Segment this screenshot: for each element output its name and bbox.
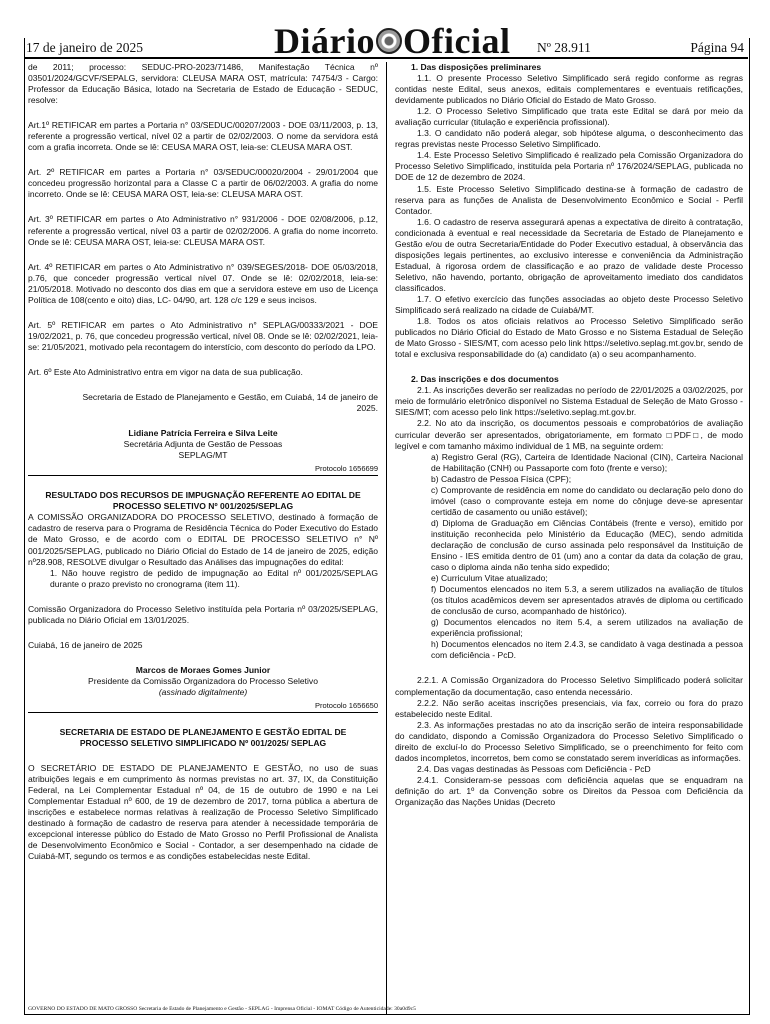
paragraph: 2.3. As informações prestadas no ato da inscrição serão de inteira responsabilidade do candidato, dispondo a Comissão Organizadora do Processo Seletivo Simplificado o direito de excluí-lo do Processo Seletivo Simplificado, se o preenchimento for feito com dados incompletos, incorretos, bem como se constatado serem inverídicas as informações. <box>395 719 743 763</box>
article-4: Art. 4º RETIFICAR em partes o Ato Administrativo n° 039/SEGES/2018- DOE 05/03/2018, p.76, que conceder progressão vertical nível 07. Onde se lê: 02/02/2018, leia-se: 21/05/2018. Motivado no desconto dos dias em que a servidora esteve em uso de Licença Política de 108(cento e oito) dias, LC- 04/90, art. 128 c/c 129 e seus incisos. <box>28 261 378 305</box>
article-3: Art. 3º RETIFICAR em partes o Ato Administrativo n° 931/2006 - DOE 02/08/2006, p.12, referente a progressão vertical, nível 03 a partir de 02/02/2006. A grafia do nome incorreto. Onde se lê: CEUSA MARA OST, leia-se: CLEUSA MARA OST. <box>28 214 378 247</box>
paragraph: 1.4. Este Processo Seletivo Simplificado é realizado pela Comissão Organizadora do Processo Seletivo Simplificado, instituída pela Portaria nº 176/2024/SEPLAG, publicada no DOE de 12 de dezembro de 2024. <box>395 150 743 183</box>
paragraph: 1.1. O presente Processo Seletivo Simplificado será regido conforme as regras contidas neste Edital, seus anexos, editais complementares e eventuais retificações, devidamente publicados no Diário Oficial do Estado de Mato Grosso. <box>395 73 743 106</box>
list-item: c) Comprovante de residência em nome do candidato ou declaração pelo dono do imóvel (caso o comprovante esteja em nome do cônjuge deve-se apresentar certidão de casamento ou união estável); <box>431 484 743 517</box>
list-item: e) Curriculum Vitae atualizado; <box>431 573 548 584</box>
paragraph: 1.8. Todos os atos oficiais relativos ao Processo Seletivo Simplificado serão publicados no Diário Oficial do Estado de Mato Grosso e no Sistema Estadual de Seleção de Mato Grosso - SIES/MT, com acesso pelo link https://seletivo.seplag.mt.gov.br, sendo de total e exclusiva responsabilidade do (a) candidato (a) o seu acompanhamento. <box>395 316 743 360</box>
issue-date: 17 de janeiro de 2025 <box>26 40 143 55</box>
paragraph: 2.4.1. Consideram-se pessoas com deficiência aquelas que se enquadram na definição do art. 1º da Convenção sobre os Direitos da Pessoa com Deficiência da Organização das Nações Unidas (Decreto <box>395 774 743 807</box>
signature-note: (assinado digitalmente) <box>158 686 248 697</box>
paragraph: de 2011; processo: SEDUC-PRO-2023/71486, Manifestação Técnica nº 03501/2024/GCVF/SEPALG, servidora: CLEUSA MARA OST, matrícula: 74754/3 - Cargo: Professor da Educação Básica, lotado na Secretaria de Estado de Educação - SEDUC, resolve: <box>28 62 378 106</box>
paragraph: 1.7. O efetivo exercício das funções associadas ao objeto deste Processo Seletivo Simplificado será realizado na cidade de Cuiabá/MT. <box>395 293 743 316</box>
signatory-name: Lidiane Patrícia Ferreira e Silva Leite <box>128 428 278 439</box>
protocol-number: Protocolo 1656699 <box>28 463 378 476</box>
section-title: RESULTADO DOS RECURSOS DE IMPUGNAÇÃO REFERENTE AO EDITAL DE PROCESSO SELETIVO Nº 001/2025/SEPLAG <box>45 490 361 512</box>
paragraph: 2.1. As inscrições deverão ser realizadas no período de 22/01/2025 a 03/02/2025, por meio de formulário eletrônico disponível no Sistema Estadual de Seleção de Mato Grosso - SIES/MT; com acesso pelo link https://seletivo.seplag.mt.gov.br. <box>395 385 743 418</box>
section-title: SECRETARIA DE ESTADO DE PLANEJAMENTO E GESTÃO EDITAL DE PROCESSO SELETIVO SIMPLIFICADO Nº 001/2025/ SEPLAG <box>59 727 347 749</box>
signatory-role: Presidente da Comissão Organizadora do Processo Seletivo <box>88 675 318 686</box>
list-item: f) Documentos elencados no item 5.3, a serem utilizados na avaliação de títulos (os títulos acadêmicos devem ser apresentados através de diploma ou certificado de conclusão de curso, acompanhado de histórico). <box>431 584 743 617</box>
article-1: Art.1º RETIFICAR em partes a Portaria n° 03/SEDUC/00207/2003 - DOE 03/11/2003, p. 13, referente a progressão vertical, nível 02 a partir de 02/02/2003. O nome da servidora está com a grafia incorreta. Onde se lê: CEUSA MARA OST, leia-se: CLEUSA MARA OST. <box>28 120 378 153</box>
list-item: b) Cadastro de Pessoa Física (CPF); <box>431 473 572 484</box>
protocol-number: Protocolo 1656650 <box>28 700 378 713</box>
paragraph: 1.2. O Processo Seletivo Simplificado que trata este Edital se dará por meio da avaliação curricular (titulação e experiência profissional). <box>395 106 743 128</box>
state-seal-icon <box>376 28 402 54</box>
paragraph: 2.2.2. Não serão aceitas inscrições presenciais, via fax, correio ou fora do prazo estabelecido neste Edital. <box>395 697 743 719</box>
masthead-title-part1: Diário <box>274 21 375 61</box>
column-divider <box>386 62 387 1014</box>
place-date: Secretaria de Estado de Planejamento e Gestão, em Cuiabá, 14 de janeiro de 2025. <box>82 391 378 414</box>
list-item: g) Documentos elencados no item 5.4, a serem utilizados na avaliação de experiência profissional; <box>431 617 743 639</box>
signatory-org: SEPLAG/MT <box>178 450 228 461</box>
masthead <box>24 21 748 61</box>
page-footer: GOVERNO DO ESTADO DE MATO GROSSO Secretaria de Estado de Planejamento e Gestão - SEPLAG - Imprensa Oficial - IOMAT Código de Autenticidade: 30a0d9c5 <box>28 1006 416 1012</box>
paragraph: 1.6. O cadastro de reserva assegurará apenas a expectativa de direito à contratação, condicionada à eventual e real necessidade da Secretaria de Estado de Planejamento e Gestão e/ou de outra Secretaria/Entidade do Poder Executivo estadual, à observância das disposições legais pertinentes, ao exclusivo interesse e conveniência da Administração Estadual, à rigorosa ordem de classificação e ao prazo de validade deste Processo Seletivo, não havendo, portanto, obrigação de aproveitamento imediato dos candidatos classificados. <box>395 216 743 293</box>
list-item: 1. Não houve registro de pedido de impugnação ao Edital nº 001/2025/SEPLAG durante o prazo previsto no cronograma (item 11). <box>50 567 378 589</box>
paragraph: 2.2. No ato da inscrição, os documentos pessoais e comprobatórios de avaliação curricular deverão ser apresentados, obrigatoriamente, em formato □PDF□, de modo legível e com tamanho máximo individual de 1 MB, na seguinte ordem: <box>395 418 743 451</box>
section-heading: 1. Das disposições preliminares <box>411 62 542 72</box>
signatory-name: Marcos de Moraes Gomes Junior <box>135 664 271 675</box>
paragraph: 2.4. Das vagas destinadas às Pessoas com Deficiência - PcD <box>417 763 651 774</box>
paragraph: Cuiabá, 16 de janeiro de 2025 <box>28 639 143 650</box>
page-number: Página 94 <box>690 40 744 55</box>
article-6: Art. 6º Este Ato Administrativo entra em vigor na data de sua publicação. <box>28 366 303 377</box>
list-item: a) Registro Geral (RG), Carteira de Identidade Nacional (CIN), Carteira Nacional de Habilitação (CNH) ou Passaporte com foto (frente e verso); <box>431 451 743 473</box>
article-2: Art. 2º RETIFICAR em partes a Portaria n° 03/SEDUC/00020/2004 - 29/01/2004 que concedeu progressão horizontal para a Classe C a partir de 06/02/2003. A grafia do nome incorreto. Onde se lê: CEUSA MARA OST, leia-se: CLEUSA MARA OST. <box>28 167 378 200</box>
paragraph: O SECRETÁRIO DE ESTADO DE PLANEJAMENTO E GESTÃO, no uso de suas atribuições legais e em cumprimento às normas previstas no art. 37, IX, da Constituição Federal, na Lei Complementar Estadual nº 04, de 15 de outubro de 1990 e na Lei Complementar Estadual nº 600, de 19 de dezembro de 2017, torna pública a abertura de inscrições e estabelece normas relativas à realização de Processo Seletivo Simplificado destinado à formação de cadastro de reserva para atender à necessidade temporária de excepcional interesse público do Estado de Mato Grosso no Perfil Profissional de Analista de Desenvolvimento Econômico e Social - Contador, a ser desempenhado na cidade de Cuiabá-MT, segundo os termos e as condições estabelecidas neste Edital. <box>28 763 378 862</box>
list-item: d) Diploma de Graduação em Ciências Contábeis (frente e verso), emitido por instituição reconhecida pelo Ministério da Educação (MEC), sendo admitida declaração de conclusão de curso assinada pelo responsável da Instituição de Ensino - IES emitida dentro de 01 (um) ano a contar da data da colação de grau, caso o diploma ainda não tenha sido expedido; <box>431 517 743 573</box>
left-column <box>28 62 378 863</box>
paragraph: A COMISSÃO ORGANIZADORA DO PROCESSO SELETIVO, destinado à formação de cadastro de reserva para o Programa de Residência Técnica do Poder Executivo do Estado de Mato Grosso, e de acordo com o EDITAL DE PROCESSO SELETIVO n° Nº 001/2025/SEPLAG, publicado no Diário Oficial do Estado de 14 de janeiro de 2025, edição nº28.908, RESOLVE divulgar o Resultado das Análises das impugnações do edital: <box>28 512 378 567</box>
masthead-title <box>274 23 510 59</box>
section-heading: 2. Das inscrições e dos documentos <box>411 374 559 385</box>
article-5: Art. 5º RETIFICAR em partes o Ato Administrativo n° SEPLAG/00333/2021 - DOE 19/02/2021, p. 76, que concedeu progressão vertical, nível 08. Onde se lê: 02/02/2021, leia-se: 21/05/2021, motivado pela recontagem do interstício, com desconto do período da LPO. <box>28 319 378 352</box>
paragraph: 1.3. O candidato não poderá alegar, sob hipótese alguma, o desconhecimento das regras previstas neste Processo Seletivo Simplificado. <box>395 128 743 150</box>
paragraph: 1.5. Este Processo Seletivo Simplificado destina-se à formação de cadastro de reserva para as funções de Analista de Desenvolvimento Econômico e Social - Perfil Contador. <box>395 183 743 216</box>
masthead-title-part2: Oficial <box>402 21 511 61</box>
issue-number: Nº 28.911 <box>537 40 591 55</box>
paragraph: Comissão Organizadora do Processo Seletivo instituída pela Portaria nº 03/2025/SEPLAG, publicada no Diário Oficial em 13/01/2025. <box>28 603 378 625</box>
right-column <box>395 62 743 808</box>
signatory-role: Secretária Adjunta de Gestão de Pessoas <box>123 439 283 450</box>
list-item: h) Documentos elencados no item 2.4.3, se candidato à vaga destinada a pessoa com deficiência - PcD. <box>431 639 743 661</box>
paragraph: 2.2.1. A Comissão Organizadora do Processo Seletivo Simplificado poderá solicitar complementação da documentação, caso entenda necessário. <box>395 675 743 697</box>
